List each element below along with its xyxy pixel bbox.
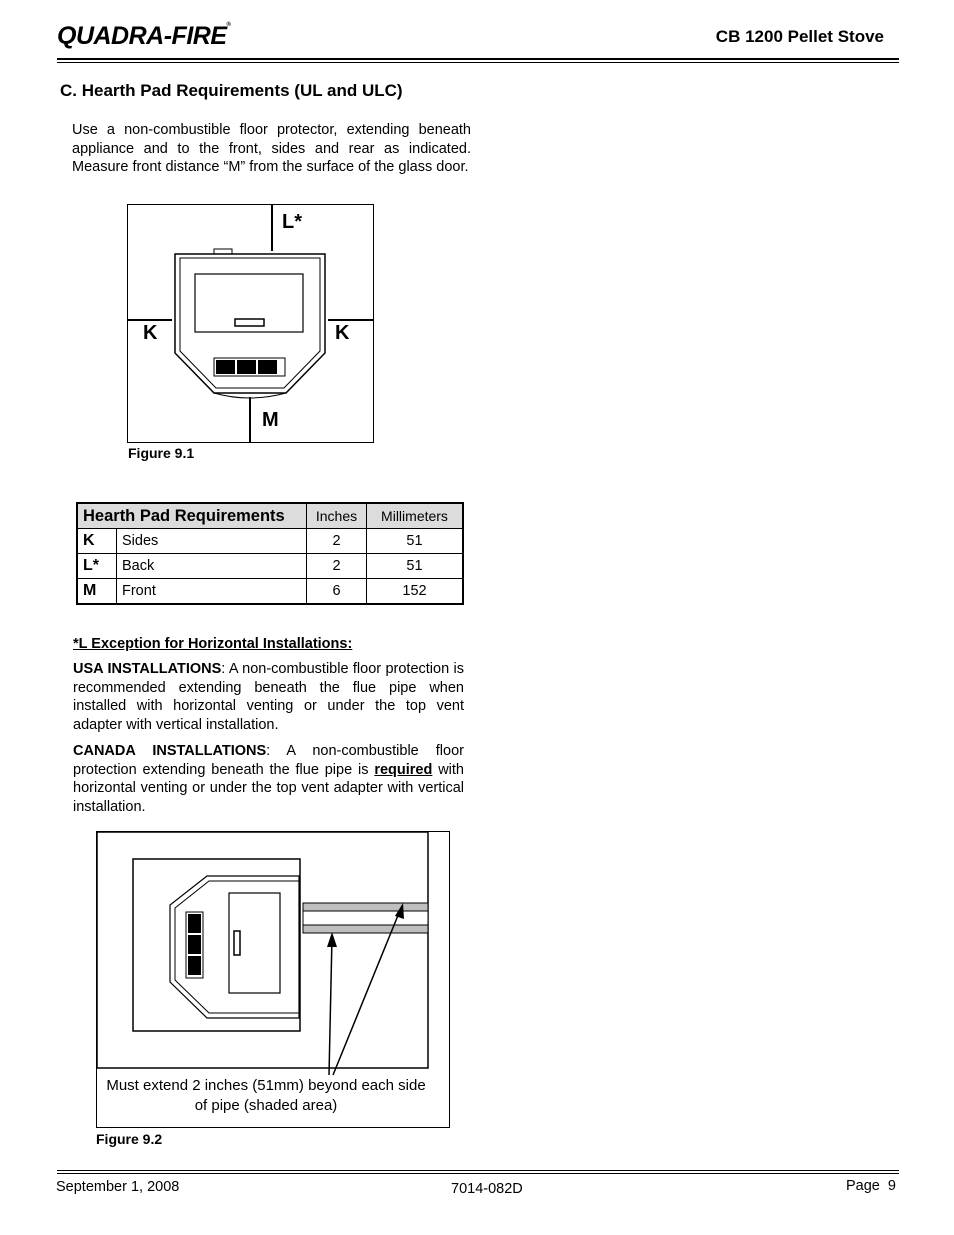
row-letter: M: [77, 579, 117, 605]
label-right-K: K: [335, 322, 350, 344]
row-letter: L*: [77, 554, 117, 579]
brand-logo: [57, 22, 230, 51]
label-front-M: M: [262, 409, 279, 431]
exception-heading: *L Exception for Horizontal Installations:: [73, 636, 353, 652]
figure-1-frame: [127, 204, 374, 443]
row-label: Back: [117, 554, 307, 579]
row-letter: K: [77, 529, 117, 554]
brand-logo-text: QUADRA-FIRE: [57, 22, 227, 50]
usa-lead: USA INSTALLATIONS: [73, 661, 222, 677]
stove-handle: [235, 319, 264, 326]
footer-doc-number: 7014-082D: [451, 1181, 523, 1197]
table-row: [77, 529, 463, 554]
figure-2-label: Figure 9.2: [96, 1131, 163, 1147]
table-header-inches: Inches: [307, 503, 367, 529]
footer-rule: [57, 1170, 899, 1171]
table-header-row: [77, 503, 463, 529]
row-mm: 51: [367, 554, 464, 579]
row-label: Front: [117, 579, 307, 605]
document-title: CB 1200 Pellet Stove: [715, 27, 884, 46]
header-rule: [57, 58, 899, 60]
page-number: 9: [887, 1178, 896, 1194]
page-label: Page: [845, 1178, 880, 1194]
figure-2-caption: Must extend 2 inches (51mm) beyond each side of pipe (shaded area): [106, 1077, 426, 1114]
row-inches: 2: [307, 554, 367, 579]
row-mm: 51: [367, 529, 464, 554]
label-left-K: K: [143, 322, 158, 344]
row-inches: 2: [307, 529, 367, 554]
intro-paragraph: Use a non-combustible floor protector, extending beneath appliance and to the front, sides and rear as indicated. Measure front distance “M” from the surface of the glass door.: [72, 122, 471, 176]
flue-pipe: [303, 911, 428, 925]
footer-page: [846, 1178, 896, 1194]
stove-front-grille: [214, 358, 285, 376]
footer-date: September 1, 2008: [56, 1179, 180, 1195]
stove-handle-side: [234, 931, 240, 955]
canada-text-1: : A non-combustible floor protection extending beneath the flue pipe is: [73, 743, 464, 778]
arrow-head-1: [327, 932, 337, 947]
row-mm: 152: [367, 579, 464, 605]
pipe-shaded-bottom: [303, 925, 428, 933]
table-row: [77, 554, 463, 579]
footer-rule-thin: [57, 1173, 899, 1174]
row-inches: 6: [307, 579, 367, 605]
figure-1-label: Figure 9.1: [128, 445, 195, 461]
canada-installations-paragraph: [73, 742, 464, 817]
stove-grille-side: [186, 912, 203, 978]
header-rule-thin: [57, 62, 899, 63]
pipe-shaded-top: [303, 903, 428, 911]
table-row: [77, 579, 463, 605]
table-header-millimeters: Millimeters: [367, 503, 464, 529]
canada-required-emphasis: required: [374, 761, 433, 778]
canada-text-2: with horizontal venting or under the top vent adapter with vertical installation.: [73, 761, 464, 816]
usa-installations-paragraph: [73, 660, 464, 735]
registered-mark: ®: [226, 22, 231, 28]
table-header-requirements: Hearth Pad Requirements: [77, 503, 307, 529]
row-label: Sides: [117, 529, 307, 554]
canada-lead: CANADA INSTALLATIONS: [73, 743, 267, 759]
usa-text: : A non-combustible floor protection is recommended extending beneath the flue pipe when installed with horizontal venting or under the top vent adapter with vertical installation.: [73, 661, 464, 734]
label-back-L: L*: [282, 211, 302, 233]
arrow-line-1: [329, 937, 332, 1075]
section-heading: C. Hearth Pad Requirements (UL and ULC): [60, 81, 403, 100]
hearth-pad-table: [76, 502, 464, 605]
